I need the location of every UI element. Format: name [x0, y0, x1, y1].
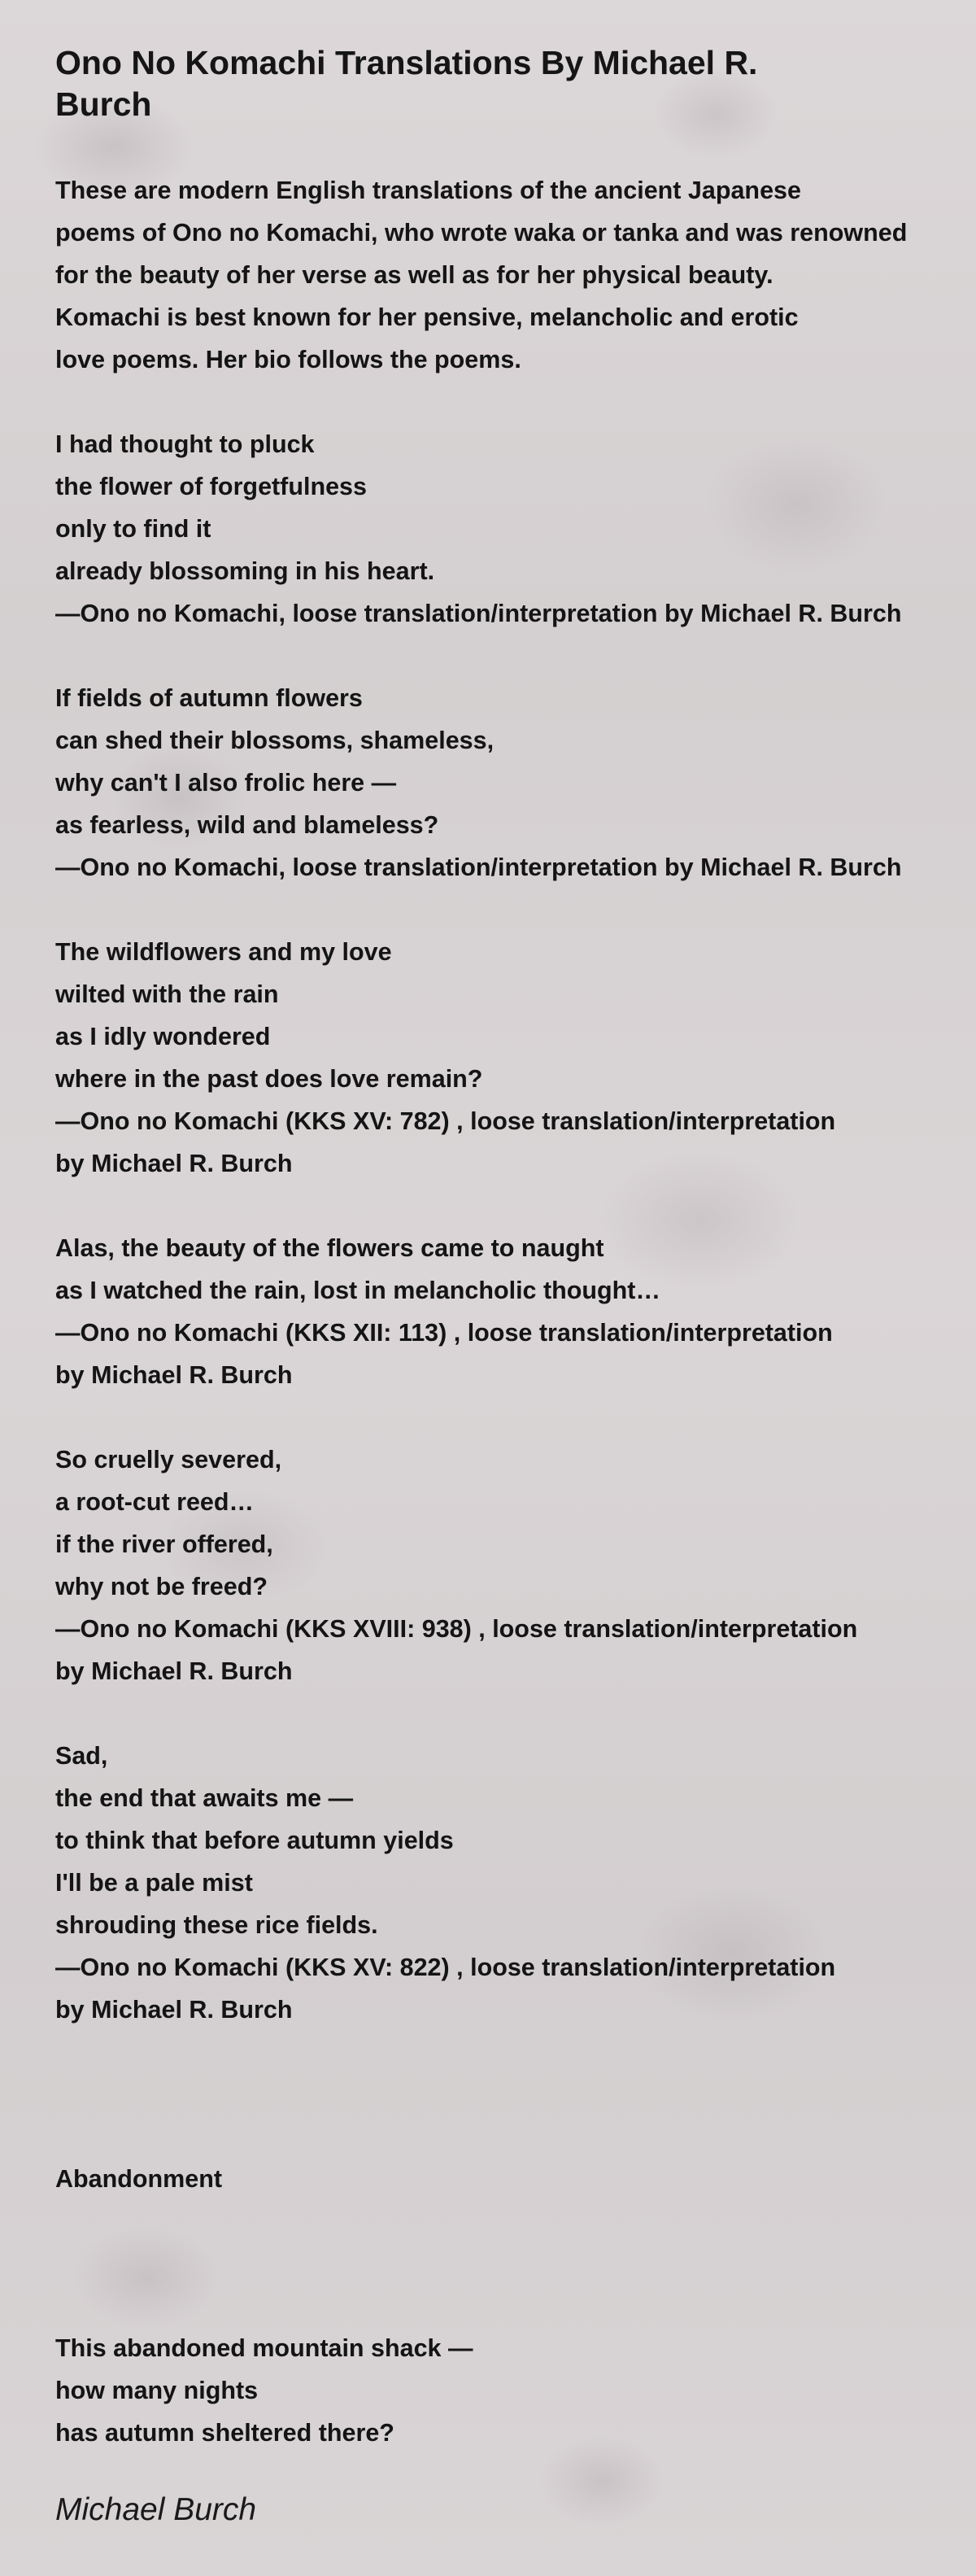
poem-line: why not be freed?	[55, 1573, 268, 1600]
poem-attribution: —Ono no Komachi (KKS XII: 113) , loose translation/interpretation	[55, 1319, 833, 1347]
intro-line: for the beauty of her verse as well as for her physical beauty.	[55, 261, 773, 289]
page-title: Ono No Komachi Translations By Michael R. Burch	[55, 44, 758, 123]
poem-line: the flower of forgetfulness	[55, 473, 367, 500]
poem-line: This abandoned mountain shack —	[55, 2334, 473, 2362]
poem-line: shrouding these rice fields.	[55, 1911, 378, 1939]
poem-line: has autumn sheltered there?	[55, 2419, 394, 2447]
poem-4	[55, 1227, 953, 1396]
poem-line: how many nights	[55, 2377, 259, 2404]
poem-attribution: —Ono no Komachi, loose translation/interpretation by Michael R. Burch	[55, 600, 902, 627]
poem-line: the end that awaits me —	[55, 1784, 354, 1812]
poem-line: a root-cut reed…	[55, 1488, 255, 1516]
poem-6	[55, 1735, 953, 2031]
poem-line: where in the past does love remain?	[55, 1065, 483, 1093]
poem-line: The wildflowers and my love	[55, 938, 392, 966]
poem-attribution: by Michael R. Burch	[55, 1150, 293, 1177]
intro-paragraph	[55, 169, 953, 381]
poem-line: I had thought to pluck	[55, 430, 315, 458]
poem-attribution: by Michael R. Burch	[55, 1361, 293, 1389]
poem-attribution: by Michael R. Burch	[55, 1996, 293, 2024]
poem-abandonment	[55, 2327, 953, 2454]
poem-attribution: by Michael R. Burch	[55, 1657, 293, 1685]
poem-line: wilted with the rain	[55, 980, 279, 1008]
poem-1	[55, 423, 953, 635]
poem-line: to think that before autumn yields	[55, 1827, 454, 1854]
poem-line: why can't I also frolic here —	[55, 769, 397, 797]
poem-2	[55, 677, 953, 889]
poem-attribution: —Ono no Komachi (KKS XV: 782) , loose translation/interpretation	[55, 1107, 836, 1135]
poem-line: if the river offered,	[55, 1530, 273, 1558]
intro-line: These are modern English translations of the ancient Japanese	[55, 177, 801, 204]
poem-attribution: —Ono no Komachi, loose translation/interpretation by Michael R. Burch	[55, 854, 902, 881]
poem-attribution: —Ono no Komachi (KKS XVIII: 938) , loose translation/interpretation	[55, 1615, 858, 1643]
poem-line: I'll be a pale mist	[55, 1869, 253, 1897]
poem-line: already blossoming in his heart.	[55, 557, 435, 585]
poem-line: as I watched the rain, lost in melancholic thought…	[55, 1277, 660, 1304]
section-heading: Abandonment	[55, 2165, 223, 2193]
poem-line: If fields of autumn flowers	[55, 684, 363, 712]
intro-line: love poems. Her bio follows the poems.	[55, 346, 521, 373]
intro-line: poems of Ono no Komachi, who wrote waka or tanka and was renowned	[55, 219, 908, 247]
poem-line: can shed their blossoms, shameless,	[55, 727, 495, 754]
poem-line: as fearless, wild and blameless?	[55, 811, 439, 839]
poem-5	[55, 1439, 953, 1692]
poem-line: Alas, the beauty of the flowers came to naught	[55, 1234, 604, 1262]
poem-line: as I idly wondered	[55, 1023, 271, 1050]
poem-line: So cruelly severed,	[55, 1446, 282, 1474]
intro-line: Komachi is best known for her pensive, melancholic and erotic	[55, 303, 799, 331]
poem-line: only to find it	[55, 515, 211, 543]
author-signature[interactable]: Michael Burch	[55, 2492, 257, 2527]
poem-3	[55, 931, 953, 1185]
poem-line: Sad,	[55, 1742, 108, 1770]
poem-attribution: —Ono no Komachi (KKS XV: 822) , loose translation/interpretation	[55, 1954, 836, 1981]
